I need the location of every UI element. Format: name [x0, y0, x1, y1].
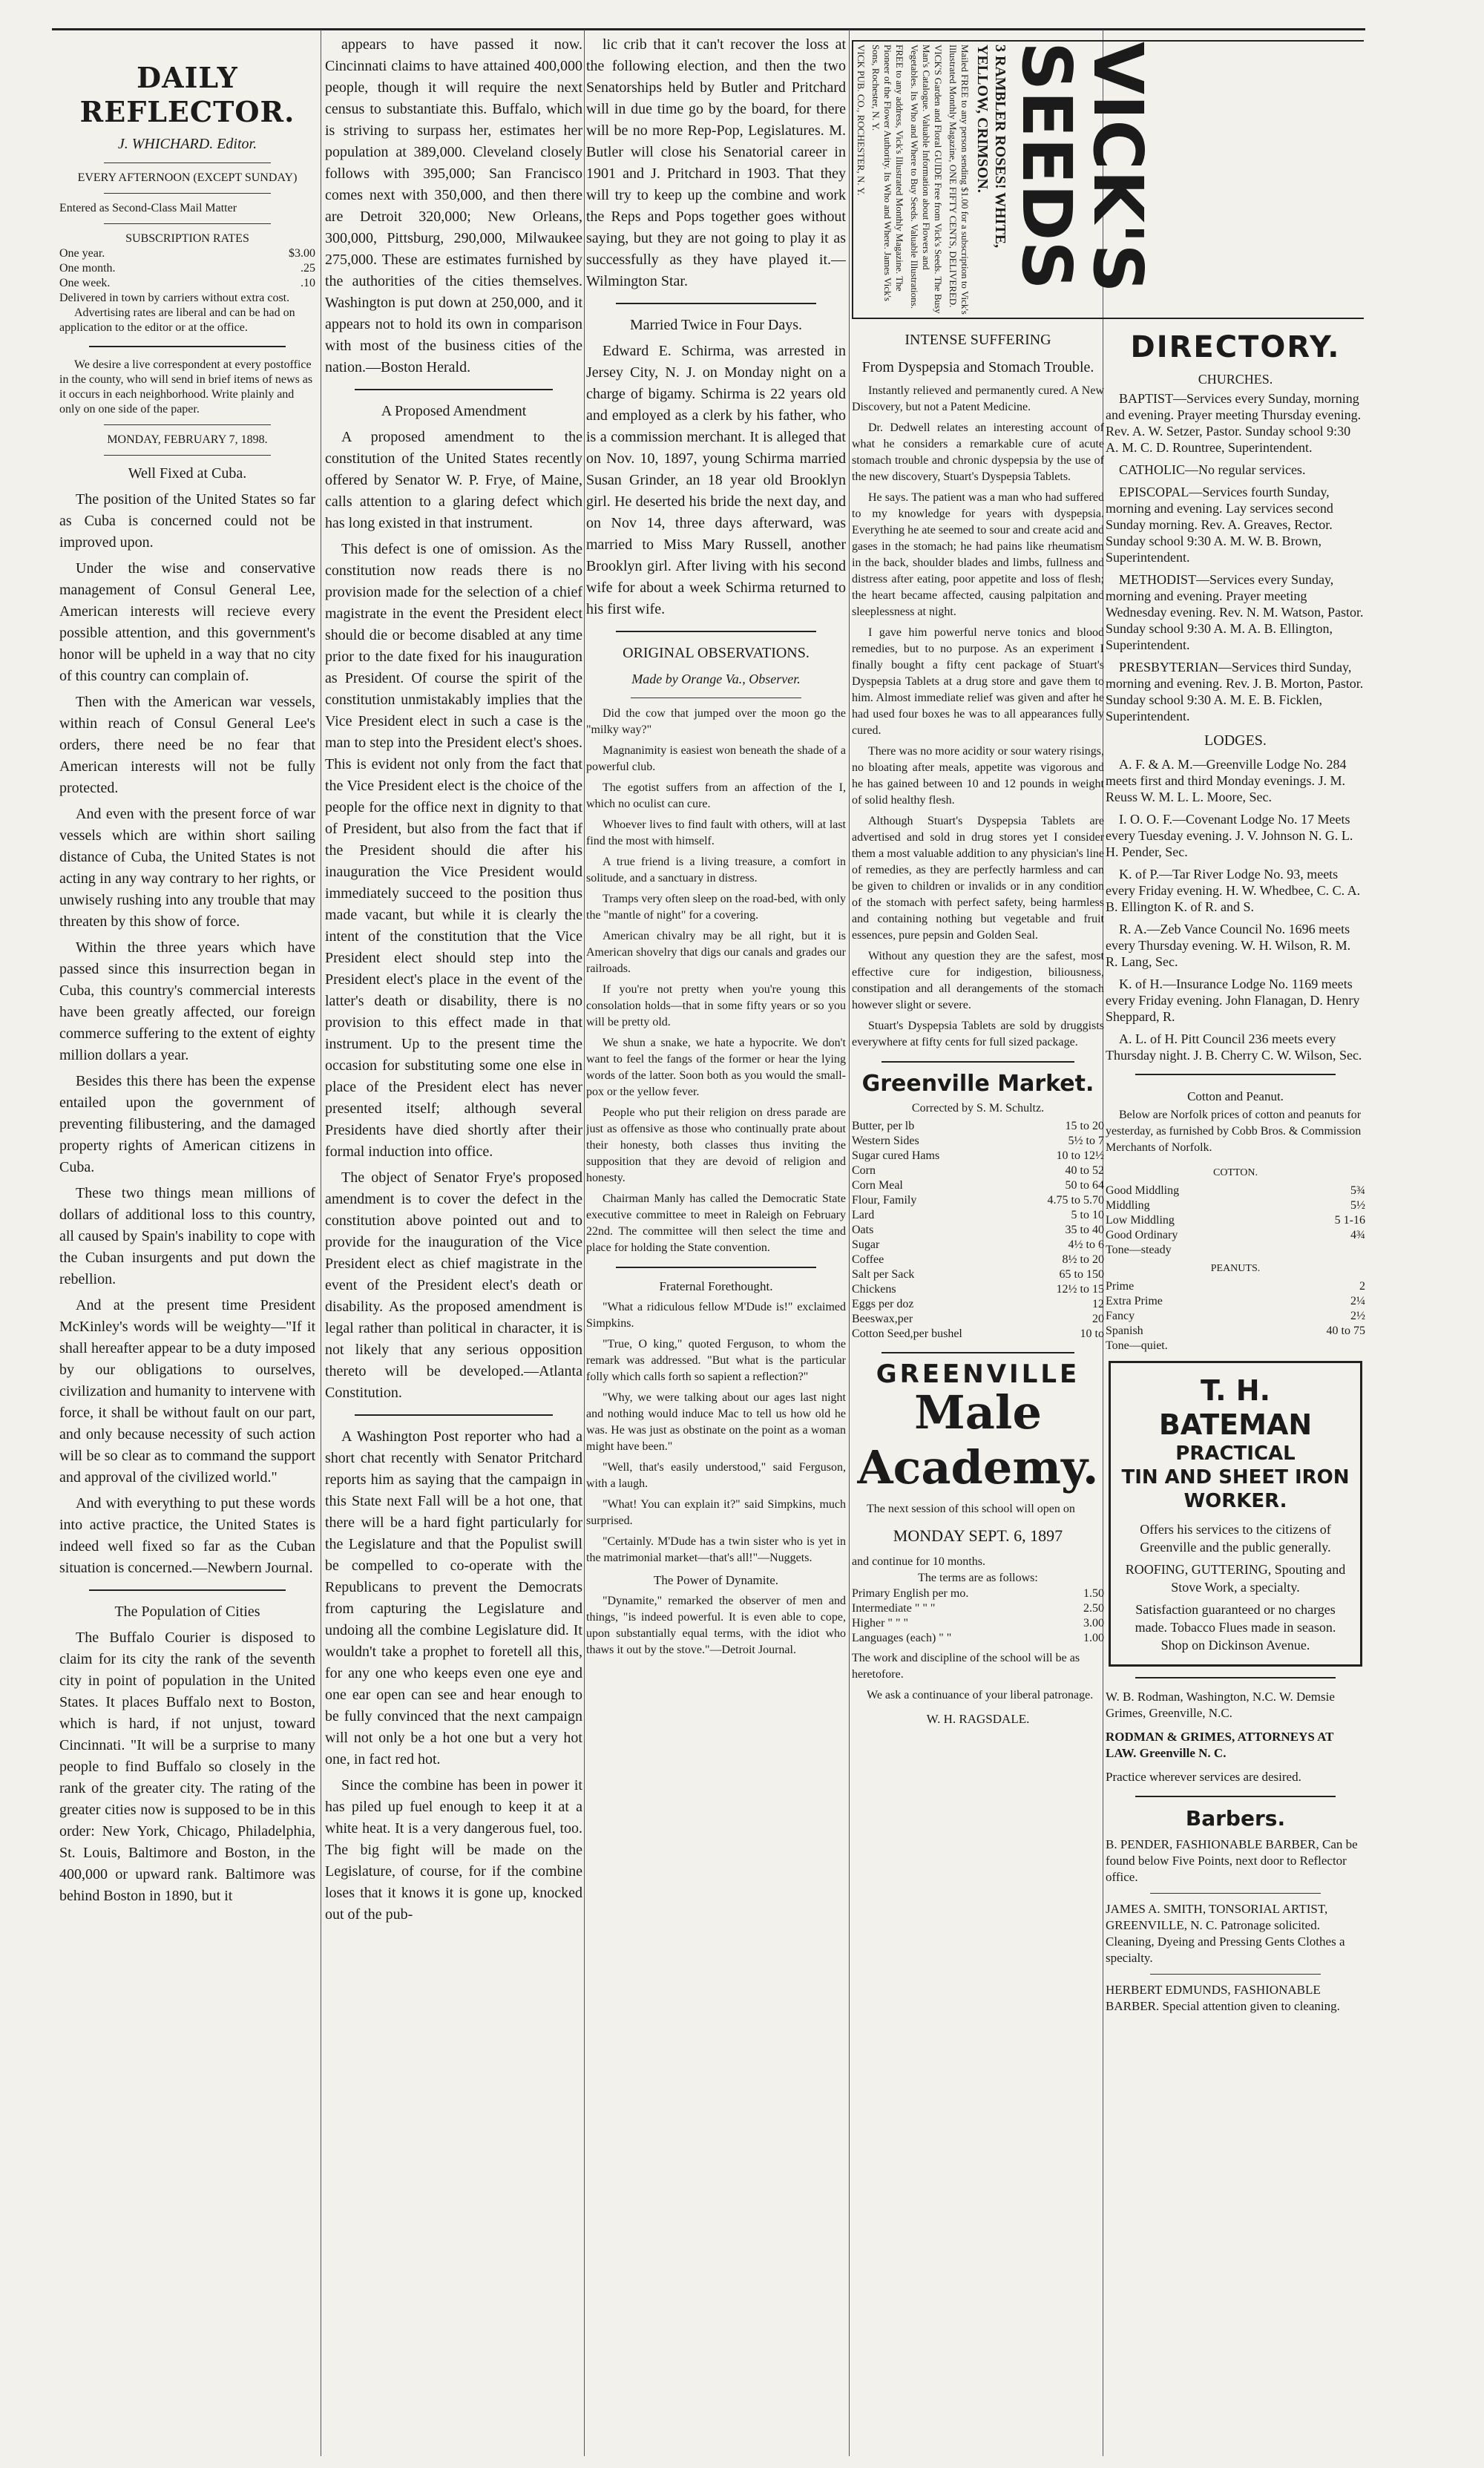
terms-table: [852, 1586, 1104, 1646]
table-row: Intermediate " " " 2.50: [852, 1602, 1104, 1615]
bateman-text: Satisfaction guaranteed or no charges made. Tobacco Flues made in season. Shop on Dickinson Avenue.: [1135, 1602, 1336, 1653]
paragraph: Then with the American war vessels, within reach of Consul General Lee's orders, there need be no fear that American interests will not be fully protected.: [59, 694, 315, 796]
paragraph: We shun a snake, we hate a hypocrite. We don't want to feel the fangs of the former or hear the lying words of the latter. Soon both as you would the small-pox or the yellow fever.: [586, 1037, 846, 1098]
paragraph: There was no more acidity or sour watery risings, no bloating after meals, appetite was vigorous and he has gained between 10 and 12 pounds in weight of solid healthy flesh.: [852, 745, 1104, 807]
paragraph: appears to have passed it now. Cincinnati claims to have attained 400,000 people, though it will require the next census to substantiate this. Buffalo, which is striving to surpass her, estimates her population at 389,000. Cleveland closely follows with 395,000; San Francisco comes next with 350,000, and then there are Detroit 320,000; New Orleans, 300,000, Pittsburg, 290,000, Milwaukee 275,000. These are estimates furnished by the authorities of the cities themselves. Washington is put down at 250,000, and it appears not to hold its own in comparison with most of the business cities of the nation.—Boston Herald.: [325, 36, 582, 375]
cotton-heading: Cotton and Peanut.: [1187, 1089, 1284, 1103]
academy-request: We ask a continuance of your liberal patronage.: [867, 1689, 1094, 1701]
cotton-table: [1106, 1184, 1365, 1258]
church-entry: BAPTIST—Services every Sunday, morning and evening. Prayer meeting Thursday evening. Rev. A. W. Setzer, Pastor. Sunday school 9:30 A. M. C. D. Rountree, Superintendent.: [1106, 391, 1362, 455]
market-title: Greenville Market.: [861, 1071, 1094, 1097]
paragraph: "What a ridiculous fellow M'Dude is!" exclaimed Simpkins.: [586, 1301, 846, 1330]
paragraph: Edward E. Schirma, was arrested in Jersey City, N. J. on Monday night on a charge of bigamy. Schirma is 22 years old and employed as a clerk by his father, who is a commission merchant. It is alleged that on Nov. 10, 1897, young Schirma married Susan Grinder, an 18 year old Brooklyn girl. He deserted his bride the next day, and on Nov 14, three days afterward, was married to Miss Mary Russell, another Brooklyn girl. After living with his second wife for about a week Schirma returned to his first wife.: [586, 343, 846, 617]
paragraph: Although Stuart's Dyspepsia Tablets are advertised and sold in drug stores yet I consider them a most valuable addition to any physician's line of remedies, as they are perfectly harmless and can be given to children or invalids or in any condition of the stomach with perfect safety, being harmless and containing nothing but vegetable and fruit essences, pure pepsin and Golden Seal.: [852, 815, 1104, 942]
paragraph: Whoever lives to find fault with others, will at last find the most with himself.: [586, 818, 846, 847]
column-divider: [849, 30, 850, 2456]
cotton-subheading: COTTON.: [1212, 1167, 1258, 1178]
paragraph: Under the wise and conservative management of Consul General Lee, American interests will recieve every possible attention, and this government's honor will be upheld in a way that no city of this country can complain of.: [59, 560, 315, 684]
table-row: Fancy 2½: [1106, 1310, 1365, 1322]
paragraph: Within the three years which have passed since this insurrection began in Cuba, this country's commercial interests have been greatly affected, our foreign commerce suffering to the extent of eighty million dollars a year.: [59, 939, 315, 1063]
church-entry: PRESBYTERIAN—Services third Sunday, morning and evening. Rev. J. B. Morton, Pastor. Sunday school 9:30 A. M. E. B. Ficklen, Superintendent.: [1106, 660, 1364, 723]
table-row: Beeswax,per 20: [852, 1313, 1104, 1325]
academy-continue: and continue for 10 months.: [852, 1555, 985, 1568]
article-heading: The Population of Cities: [114, 1604, 260, 1620]
table-row: Oats 35 to 40: [852, 1224, 1104, 1236]
paragraph: American chivalry may be all right, but it is American shovelry that digs our canals and grades our railroads.: [586, 930, 846, 975]
bateman-text: Offers his services to the citizens of Greenville and the public generally.: [1140, 1522, 1331, 1555]
church-entry: EPISCOPAL—Services fourth Sunday, morning and evening. Lay services second Sunday morning. Rev. A. Greaves, Rector. Sunday school 9:30 A. M. W. B. Brown, Superintendent.: [1106, 485, 1333, 565]
lodge-entry: K. of H.—Insurance Lodge No. 1169 meets every Friday evening. John Flanagan, D. Henry Sheppard, R.: [1106, 977, 1360, 1024]
lodge-entry: I. O. O. F.—Covenant Lodge No. 17 Meets every Tuesday evening. J. V. Johnson N. G. L. H. Pender, Sec.: [1106, 812, 1353, 859]
article-heading: Married Twice in Four Days.: [629, 317, 803, 333]
paragraph: These two things mean millions of dollars of additional loss to this country, all caused by Spain's inability to cope with the Cuban insurgents and put down the rebellion.: [59, 1185, 315, 1287]
rate-row: One year. $3.00: [59, 247, 315, 260]
dateline: MONDAY, FEBRUARY 7, 1898.: [107, 433, 268, 446]
column-2: [325, 34, 582, 2453]
table-row: Corn 40 to 52: [852, 1164, 1104, 1177]
paragraph: Did the cow that jumped over the moon go the "milky way?": [586, 707, 846, 736]
paragraph: "Why, we were talking about our ages last night and nothing would induce Mac to tell us how old he was. He was just as obstinate on the point as a woman might have been.": [586, 1391, 846, 1453]
bateman-line: PRACTICAL: [1175, 1443, 1296, 1465]
paragraph: Besides this there has been the expense entailed upon the government of preventing filibustering, and the damaged property rights of American citizens in Cuba.: [59, 1073, 315, 1175]
vicks-seeds-advertisement: [852, 40, 1364, 319]
mail-entry: Entered as Second-Class Mail Matter: [59, 202, 237, 214]
vick-ad-line: FREE to any address, Vick's Illustrated Monthly Magazine. The Pioneer of the Flower Authority. Its Who and Where. James Vick's Sons, Rochester, N. Y.: [870, 45, 905, 301]
vicks-seeds-logo: VICK'S SEEDS: [1007, 42, 1158, 293]
table-row: Corn Meal 50 to 64: [852, 1179, 1104, 1192]
paragraph: I gave him powerful nerve tonics and blood remedies, but to no purpose. As an experiment I finally bought a fifty cent package of Stuart's Dyspepsia Tablets at a drug store and gave them to him. Almost immediate relief was given and after he had used four boxes he was to all appearances fully cured.: [852, 626, 1104, 737]
paragraph: A Washington Post reporter who had a short chat recently with Senator Pritchard reports him as saying that the campaign in this State next Fall will be a hot one, that there will be a hard fight particularly for the Legislature and that the Populist swill be compelled to co-operate with the Republicans to prevent the Democrats from capturing the Legislature and undoing all the combine Legislature did. It wouldn't take a prophet to foretell all this, for any one who keeps even one eye and one ear open can see and hear enough to be fully convinced that the next campaign will not only be a hot one but a very hot one, in fact red hot.: [325, 1428, 582, 1768]
table-row: Lard 5 to 10: [852, 1209, 1104, 1221]
table-row: Extra Prime 2¼: [1106, 1295, 1365, 1307]
bateman-line: TIN AND SHEET IRON: [1121, 1466, 1350, 1489]
table-row: Prime 2: [1106, 1280, 1365, 1293]
lodges-heading: LODGES.: [1204, 732, 1267, 749]
table-row: Good Ordinary 4¾: [1106, 1229, 1365, 1241]
paragraph: And with everything to put these words into active practice, the United States is indeed well fixed so far as the Cuban situation is concerned.—Newbern Journal.: [59, 1495, 315, 1576]
barbers-heading: Barbers.: [1185, 1806, 1286, 1831]
paragraph: Stuart's Dyspepsia Tablets are sold by druggists everywhere at fifty cents for full sized package.: [852, 1020, 1104, 1048]
table-row: Butter, per lb 15 to 20: [852, 1120, 1104, 1132]
paragraph: The object of Senator Frye's proposed amendment is to cover the defect in the constitution above pointed out and to provide for the inauguration of the Vice President elect as chief magistrate in the event of the President elect's death or disability. As the proposed amendment is legal rather than political in character, it is not likely that any serious opposition thereto will be developed.—Atlanta Constitution.: [325, 1169, 582, 1401]
lodge-entry: R. A.—Zeb Vance Council No. 1696 meets every Thursday evening. W. H. Wilson, R. M. R. Lang, Sec.: [1106, 922, 1351, 969]
vick-ad-line: VICK PUB. CO., ROCHESTER, N. Y.: [856, 45, 867, 196]
rodman-names: W. B. Rodman, Washington, N.C. W. Demsie Grimes, Greenville, N.C.: [1106, 1690, 1335, 1720]
table-row: Sugar cured Hams 10 to 12½: [852, 1149, 1104, 1162]
paragraph: If you're not pretty when you're young this consolation holds—that in some fifty years or so you will be pretty old.: [586, 983, 846, 1028]
rate-row: One month. .25: [59, 262, 315, 275]
paragraph: The Buffalo Courier is disposed to claim for its city the rank of the seventh city in point of population in the United States. It places Buffalo next to Boston, which is hard, if not unjust, toward Cincinnati. "It will be a surprise to many people to find Buffalo so closely in the rank of the greater city. The rating of the greater cities now is supposed to be in this order: New York, Chicago, Philadelphia, St. Louis, Baltimore and Boston, in the 400,000 or upward rank. Baltimore was behind Boston in 1890, but it: [59, 1630, 315, 1904]
article-heading: The Power of Dynamite.: [653, 1573, 779, 1587]
table-row: Sugar 4½ to 6: [852, 1238, 1104, 1251]
byline: Made by Orange Va., Observer.: [631, 672, 801, 686]
lodge-entry: A. L. of H. Pitt Council 236 meets every Thursday night. J. B. Cherry C. W. Wilson, Sec.: [1106, 1031, 1362, 1063]
table-row: Eggs per doz 12: [852, 1298, 1104, 1310]
table-row: Spanish 40 to 75: [1106, 1325, 1365, 1337]
peanut-table: [1106, 1279, 1365, 1353]
academy-signature: W. H. RAGSDALE.: [926, 1712, 1030, 1726]
rate-row: One week. .10: [59, 277, 315, 289]
table-row: Salt per Sack 65 to 150: [852, 1268, 1104, 1281]
paragraph: He says. The patient was a man who had suffered to my knowledge for years with dyspepsia. Everything he ate seemed to sour and create acid and gases in the stomach; he had pains like rheumatism in the back, shoulder blades and limbs, fullness and distress after eating, poor appetite and loss of flesh; the heart became affected, causing palpitation and sleeplessness at night.: [852, 491, 1104, 618]
correspondent-note: We desire a live correspondent at every postoffice in the county, who will send in brief items of news as it occurs in each neighborhood. Write plainly and only on one side of the paper.: [59, 358, 313, 416]
table-row: Western Sides 5½ to 7: [852, 1135, 1104, 1147]
directory-title: DIRECTORY.: [1130, 334, 1341, 364]
cotton-note: Below are Norfolk prices of cotton and peanuts for yesterday, as furnished by Cobb Bros. & Commission Merchants of Norfolk.: [1106, 1109, 1362, 1154]
market-byline: Corrected by S. M. Schultz.: [911, 1102, 1045, 1115]
paragraph: This defect is one of omission. As the constitution now reads there is no provision made for the selection of a chief magistrate in the event the President elect should die or become disabled at any time prior to the date fixed for his inauguration as President. Of course the spirit of the constitution unmistakably implies that the Vice President elect in such a case is the man to step into the President elect's shoes. This is evident not only from the fact that the Vice President elect is the choice of the people for the office next in dignity to that of President, but also from the fact that if the President should die after his inauguration the Vice President would immediately succeed to the position thus made vacant, but while it is clearly the intent of the constitution that the Vice President elect should step into the President elect's place in the event of the latter's death or disability, there is no provision to this effect made in that instrument. Up to the present time the occasion for substituting some one else in place of the President elect has never presented itself; although several Presidents have died shortly after their formal induction into office.: [325, 541, 582, 1160]
paragraph: "Certainly. M'Dude has a twin sister who is yet in the matrimonial market—that's all!"—Nuggets.: [586, 1535, 846, 1564]
church-entry: METHODIST—Services every Sunday, morning and evening. Prayer meeting Wednesday evening. Rev. N. M. Watson, Pastor. Sunday school 9:30 A. M. A. B. Ellington, Superintendent.: [1106, 572, 1364, 652]
delivery-note: Delivered in town by carriers without extra cost.: [59, 292, 290, 304]
masthead-title: DAILY REFLECTOR.: [79, 61, 295, 128]
academy-name: Male Academy.: [857, 1385, 1099, 1494]
article-heading: Fraternal Forethought.: [659, 1279, 773, 1293]
article-heading: Well Fixed at Cuba.: [128, 465, 247, 482]
table-row: Higher " " " 3.00: [852, 1617, 1104, 1630]
table-row: Languages (each) " " 1.00: [852, 1632, 1104, 1644]
paragraph: Since the combine has been in power it has piled up fuel enough to keep it at a white heat. It is a very dangerous fuel, too. The big fight will be made on the Legislature, of course, for if the combine loses that it knows it is gone up, knocked out of the pub-: [325, 1777, 582, 1923]
churches-heading: CHURCHES.: [1198, 372, 1273, 387]
paragraph: A proposed amendment to the constitution of the United States recently offered by Senator W. P. Frye, of Maine, calls attention to a glaring defect which has long existed in that instrument.: [325, 429, 582, 531]
paragraph: "Well, that's easily understood," said Ferguson, with a laugh.: [586, 1461, 846, 1490]
academy-footer: The work and discipline of the school will be as heretofore.: [852, 1652, 1080, 1681]
advertising-note: Advertising rates are liberal and can be had on application to the editor or at the office.: [59, 306, 295, 334]
pender-advertisement: B. PENDER, FASHIONABLE BARBER, Can be found below Five Points, next door to Reflector office.: [1106, 1837, 1358, 1884]
rates-heading: SUBSCRIPTION RATES: [125, 232, 249, 245]
paragraph: A true friend is a living treasure, a comfort in solitude, and a sanctuary in distress.: [586, 856, 846, 885]
church-entry: CATHOLIC—No regular services.: [1119, 462, 1306, 477]
paragraph: Without any question they are the safest, most effective cure for indigestion, biliousness, constipation and all derangements of the stomach however slight or severe.: [852, 950, 1104, 1011]
paragraph: The position of the United States so far as Cuba is concerned could not be improved upon.: [59, 491, 315, 551]
bateman-name: T. H. BATEMAN: [1158, 1374, 1313, 1441]
top-rule: [52, 28, 1365, 30]
column-divider: [584, 30, 585, 2456]
table-row: Cotton Seed,per bushel 10 to: [852, 1327, 1104, 1340]
table-row: Middling 5½: [1106, 1199, 1365, 1212]
article-heading: INTENSE SUFFERING: [904, 332, 1051, 348]
edmunds-advertisement: HERBERT EDMUNDS, FASHIONABLE BARBER. Special attention given to cleaning.: [1106, 1983, 1340, 2013]
paragraph: Dr. Dedwell relates an interesting account of what he considers a remarkable cure of acute stomach trouble and chronic dyspepsia by the use of the new discovery, Stuart's Dyspepsia Tablets.: [852, 421, 1104, 483]
academy-text: The next session of this school will open on: [867, 1503, 1075, 1515]
table-row: Tone—quiet.: [1106, 1339, 1168, 1352]
table-row: Chickens 12½ to 15: [852, 1283, 1104, 1296]
academy-heading: GREENVILLE: [876, 1359, 1080, 1389]
paragraph: Magnanimity is easiest won beneath the shade of a powerful club.: [586, 744, 846, 773]
rates-list: [59, 246, 315, 291]
peanut-subheading: PEANUTS.: [1210, 1263, 1261, 1274]
terms-heading: The terms are as follows:: [918, 1572, 1038, 1584]
table-row: Good Middling 5¾: [1106, 1184, 1365, 1197]
table-row: Flour, Family 4.75 to 5.70: [852, 1194, 1104, 1207]
lodge-entry: A. F. & A. M.—Greenville Lodge No. 284 meets first and third Monday evenings. J. M. Reuss W. M. L. L. Moore, Sec.: [1106, 757, 1347, 804]
table-row: Tone—steady: [1106, 1244, 1172, 1256]
paragraph: Chairman Manly has called the Democratic State executive committee to meet in Raleigh on February 22nd. The committee will then select the time and place for holding the State convention.: [586, 1192, 846, 1254]
paragraph: lic crib that it can't recover the loss at the following election, and then the two Senatorships held by Butler and Pritchard will in due time go by the board, for there will be no more Rep-Pop, Legislatures. M. Butler will close his Senatorial career in 1901 and J. Pritchard in 1903. That they will try to keep up the combine and work the Reps and Pops together goes without saying, but they are not going to play it as successfully as they have played it.—Wilmington Star.: [586, 36, 846, 289]
vick-ad-line: Mailed FREE to any person sending $1.00 for a subscription to Vick's Illustrated Monthly Magazine, ONE FIFTY CENTS, DELIVERED.: [948, 45, 971, 315]
paragraph: And at the present time President McKinley's words will be weighty—"If it shall hereafter appear to be a duty imposed by our obligations to ourselves, civilization and humanity to intervene with force, it shall be without fault on our part, and only because necessity of such action will be so clear as to command the support and approval of the civilized world.": [59, 1297, 315, 1486]
lodge-entry: K. of P.—Tar River Lodge No. 93, meets every Friday evening. H. W. Whedbee, C. C. A. B. Ellington K. of R. and S.: [1106, 867, 1361, 914]
table-row: Primary English per mo. 1.50: [852, 1587, 1104, 1600]
rodman-firm: RODMAN & GRIMES, ATTORNEYS AT LAW. Greenville N. C.: [1106, 1730, 1334, 1760]
column-3: [586, 34, 846, 2453]
paragraph: "What! You can explain it?" said Simpkins, much surprised.: [586, 1498, 846, 1527]
table-row: Coffee 8½ to 20: [852, 1253, 1104, 1266]
paragraph: "True, O king," quoted Ferguson, to whom the remark was addressed. "But what is the particular folly which calls forth so sapient a reflection?": [586, 1338, 846, 1383]
publication-frequency: EVERY AFTERNOON (EXCEPT SUNDAY): [77, 171, 298, 184]
bateman-advertisement: [1109, 1361, 1362, 1667]
rodman-note: Practice wherever services are desired.: [1106, 1770, 1301, 1784]
column-1: [59, 34, 315, 2453]
market-table: [852, 1119, 1104, 1342]
paragraph: Instantly relieved and permanently cured. A New Discovery, but not a Patent Medicine.: [852, 384, 1104, 413]
academy-date: MONDAY SEPT. 6, 1897: [893, 1526, 1063, 1545]
smith-advertisement: JAMES A. SMITH, TONSORIAL ARTIST, GREENVILLE, N. C. Patronage solicited. Cleaning, Dyeing and Pressing Gents Clothes a specialty.: [1106, 1902, 1345, 1965]
bateman-text: ROOFING, GUTTERING, Spouting and Stove Work, a specialty.: [1125, 1562, 1346, 1595]
paragraph: The egotist suffers from an affection of the I, which no oculist can cure.: [586, 781, 846, 810]
paragraph: And even with the present force of war vessels which are within short sailing distance of Cuba, the United States is not acting in any way contrary to her rights, or unwisely rushing into any trouble that may threaten by this show of force.: [59, 806, 315, 930]
vick-ad-line: 3 RAMBLER ROSES! WHITE, YELLOW, CRIMSON.: [974, 45, 1008, 249]
paragraph: "Dynamite," remarked the observer of men and things, "is indeed powerful. It is even able to cope, upon substantially equal terms, with the idiot who thaws it out by the stove."—Detroit Journal.: [586, 1595, 846, 1656]
paragraph: People who put their religion on dress parade are just as offensive as those who continually prate about their honesty, both classes thus inviting the supposition that they are devoid of religion and honesty.: [586, 1106, 846, 1184]
paragraph: Tramps very often sleep on the road-bed, with only the "mantle of night" for a covering.: [586, 893, 846, 922]
article-subheading: From Dyspepsia and Stomach Trouble.: [861, 359, 1094, 375]
vick-ad-line: VICK'S Garden and Floral GUIDE Free from Vick's Seeds. The Busy Man's Catalogue. Valuable Information about Flowers and Vegetables. Its Who and Where to Buy Seeds. Valuable Illustrations.: [909, 45, 944, 314]
article-heading: A Proposed Amendment: [381, 403, 527, 419]
article-heading: ORIGINAL OBSERVATIONS.: [623, 645, 810, 661]
table-row: Low Middling 5 1-16: [1106, 1214, 1365, 1227]
column-5: [1106, 334, 1365, 2449]
editor-line: J. WHICHARD. Editor.: [117, 136, 257, 152]
bateman-line: WORKER.: [1183, 1490, 1287, 1512]
